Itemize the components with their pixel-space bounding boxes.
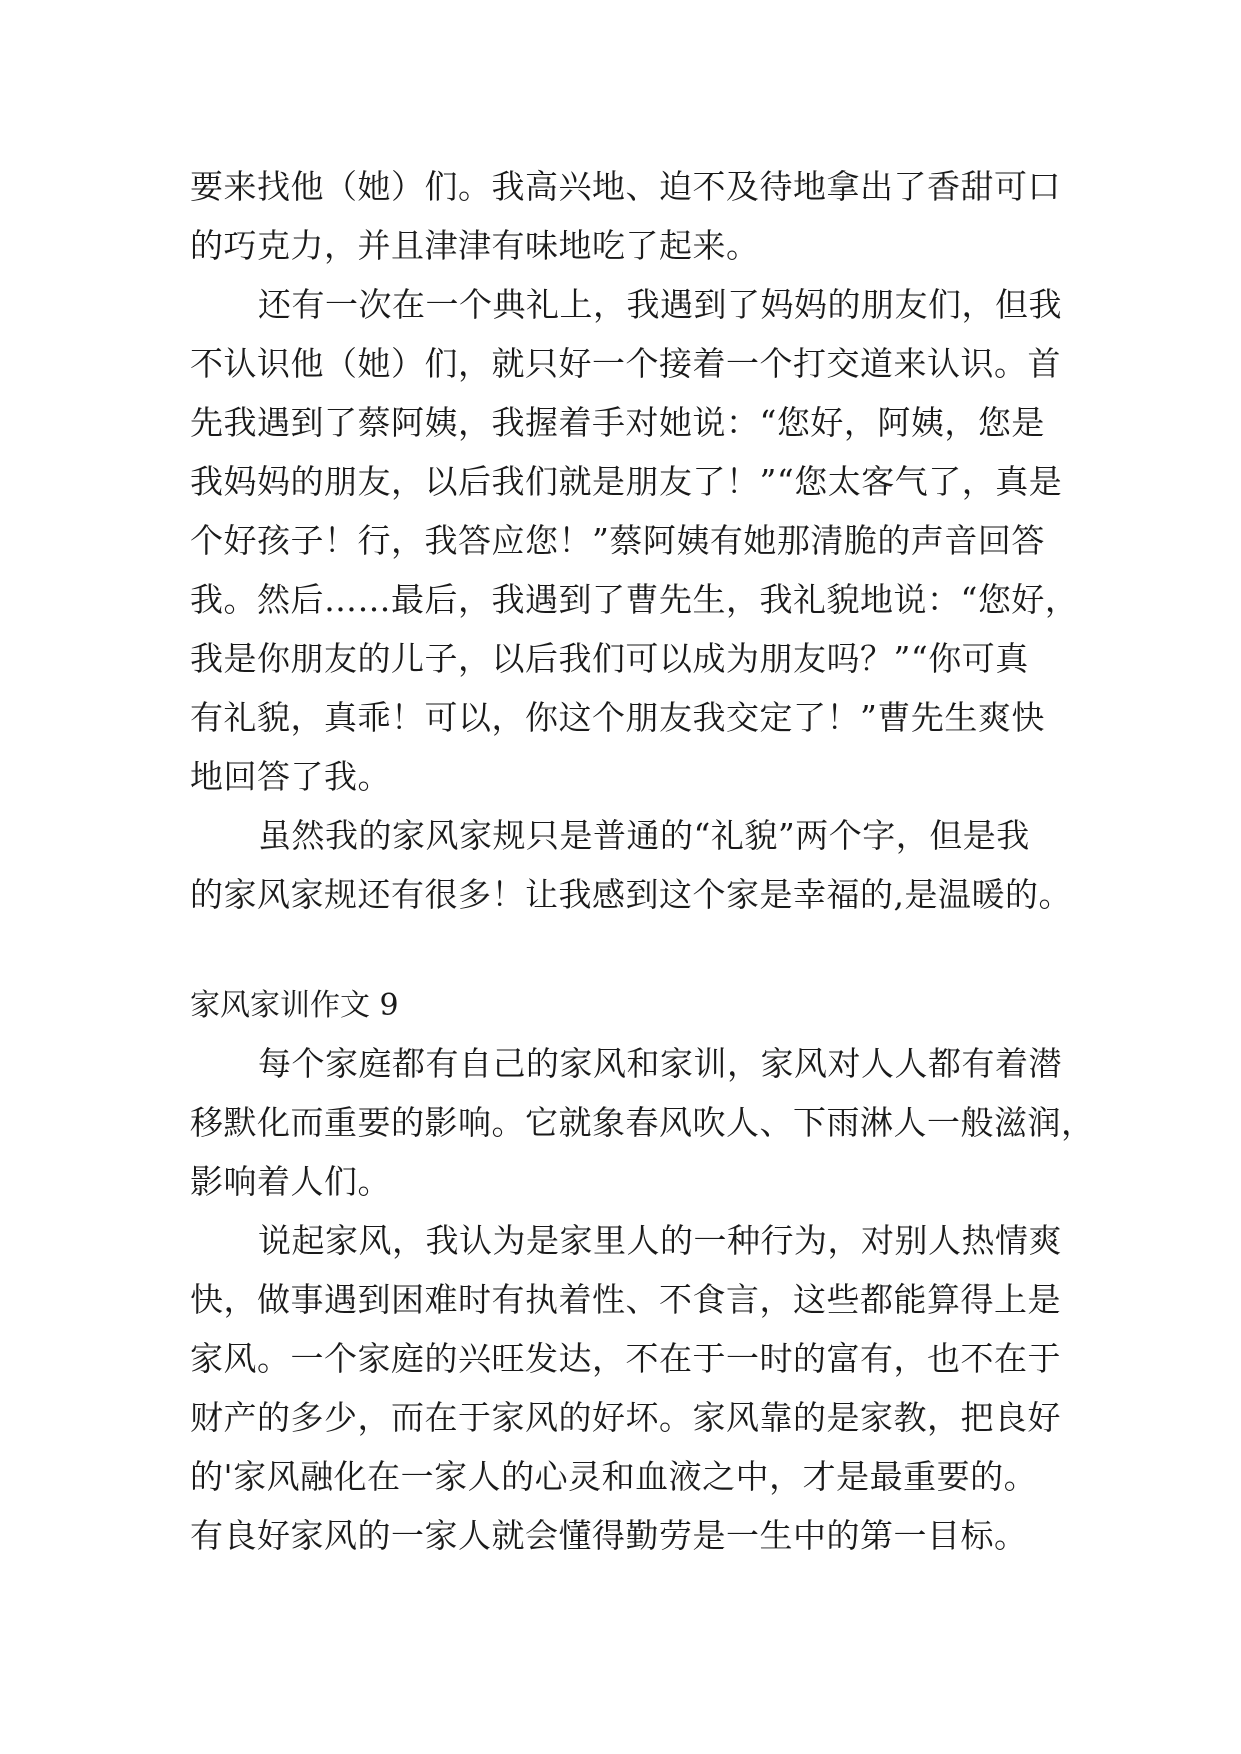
section-heading: 家风家训作文 9 xyxy=(190,988,399,1023)
paragraph-start-line: 说起家风，我认为是家里人的一种行为，对别人热情爽 xyxy=(258,1221,1062,1260)
text-line: 财产的多少，而在于家风的好坏。家风靠的是家教，把良好 xyxy=(190,1398,1061,1437)
text-line: 影响着人们。 xyxy=(190,1162,391,1201)
paragraph-start-line: 还有一次在一个典礼上，我遇到了妈妈的朋友们，但我 xyxy=(258,285,1062,324)
text-line: 有礼貌，真乖！可以，你这个朋友我交定了！”曹先生爽快 xyxy=(190,698,1045,737)
text-line: 的家风家规还有很多！让我感到这个家是幸福的,是温暖的。 xyxy=(190,875,1072,914)
text-line: 我是你朋友的儿子，以后我们可以成为朋友吗？”“你可真 xyxy=(190,639,1029,678)
text-line: 要来找他（她）们。我高兴地、迫不及待地拿出了香甜可口 xyxy=(190,167,1061,206)
text-line: 的'家风融化在一家人的心灵和血液之中，才是最重要的。 xyxy=(190,1457,1038,1496)
text-line: 家风。一个家庭的兴旺发达，不在于一时的富有，也不在于 xyxy=(190,1339,1061,1378)
text-line: 我。然后……最后，我遇到了曹先生，我礼貌地说：“您好， xyxy=(190,580,1079,619)
text-line: 有良好家风的一家人就会懂得勤劳是一生中的第一目标。 xyxy=(190,1516,1028,1555)
document-body xyxy=(190,157,1095,1565)
paragraph-start-line: 虽然我的家风家规只是普通的“礼貌”两个字，但是我 xyxy=(258,816,1030,855)
paragraph-start-line: 每个家庭都有自己的家风和家训，家风对人人都有着潜 xyxy=(258,1044,1062,1083)
section-gap xyxy=(190,924,1060,978)
text-line: 不认识他（她）们，就只好一个接着一个打交道来认识。首 xyxy=(190,344,1061,383)
text-line: 移默化而重要的影响。它就象春风吹人、下雨淋人一般滋润， xyxy=(190,1103,1095,1142)
text-line: 地回答了我。 xyxy=(190,757,391,796)
text-line: 个好孩子！行，我答应您！”蔡阿姨有她那清脆的声音回答 xyxy=(190,521,1045,560)
text-line: 快，做事遇到困难时有执着性、不食言，这些都能算得上是 xyxy=(190,1280,1061,1319)
text-line: 我妈妈的朋友，以后我们就是朋友了！”“您太客气了，真是 xyxy=(190,462,1063,501)
text-line: 先我遇到了蔡阿姨，我握着手对她说：“您好，阿姨，您是 xyxy=(190,403,1045,442)
text-line: 的巧克力，并且津津有味地吃了起来。 xyxy=(190,226,760,265)
